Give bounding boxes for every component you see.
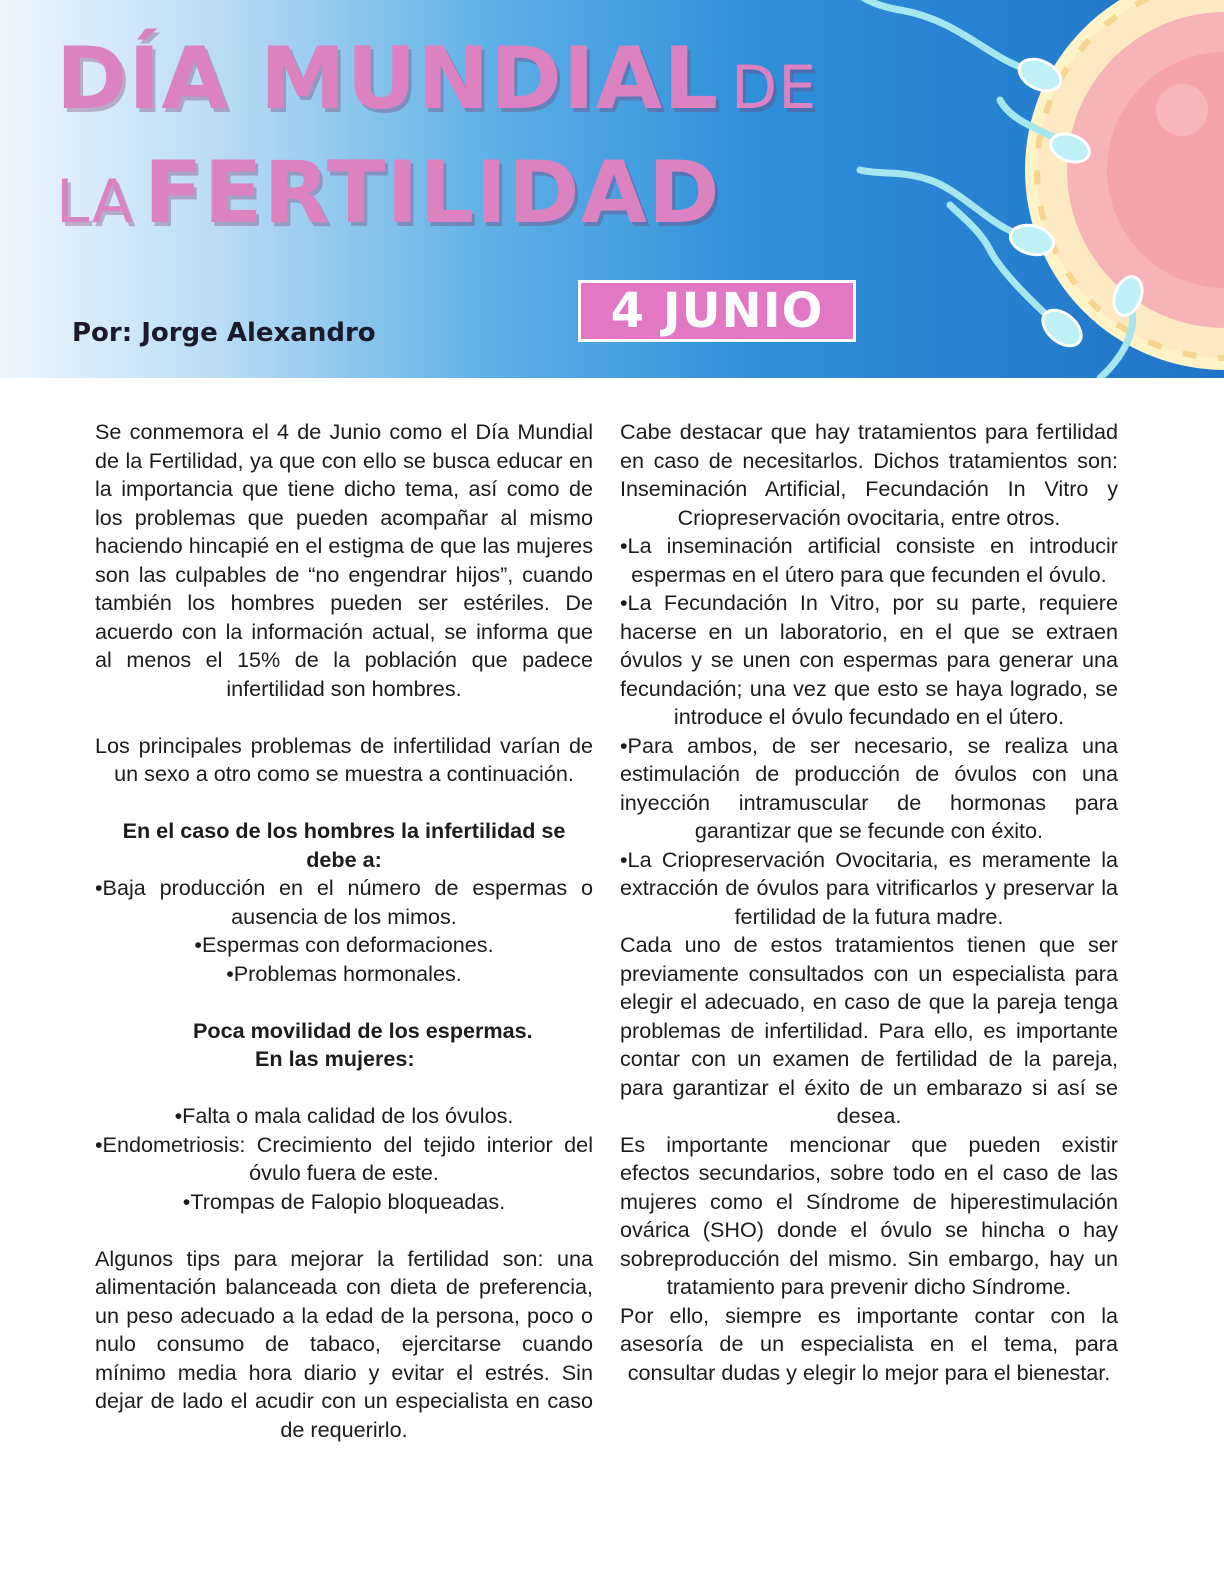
men-cause-item: •Baja producción en el número de espermas o ausencia de los mimos.: [95, 875, 593, 929]
treatment-item: •La Fecundación In Vitro, por su parte, requiere hacerse en un laboratorio, en el que se extraen óvulos y se unen con espermas para generar una fecundación; una vez que esto se haya logrado, se introduce el óvulo fecundado en el útero.: [620, 590, 1118, 729]
treatments-intro-paragraph: Cabe destacar que hay tratamientos para fertilidad en caso de necesitarlos. Dichos tratamientos son: Inseminación Artificial, Fecundación In Vitro y Criopreservación ovocitaria, entre otros.: [620, 419, 1118, 530]
women-cause-item: •Endometriosis: Crecimiento del tejido interior del óvulo fuera de este.: [95, 1131, 593, 1185]
header-banner: [0, 0, 1224, 378]
title-line-2: [56, 143, 721, 243]
title-line-1: [56, 29, 818, 129]
men-cause-item: •Problemas hormonales.: [226, 960, 462, 986]
title-line-2-prefix: LA: [56, 167, 134, 237]
tips-paragraph: Algunos tips para mejorar la fertilidad son: una alimentación balanceada con dieta de preferencia, un peso adecuado a la edad de la persona, poco o nulo consumo de tabaco, ejercitarse cuando mínimo media hora diario y evitar el estrés. Sin dejar de lado el acudir con un especialista en caso de requerirlo.: [95, 1245, 593, 1442]
men-causes-heading: En el caso de los hombres la infertilidad se debe a:: [122, 818, 566, 872]
treatment-item: •La Criopreservación Ovocitaria, es meramente la extracción de óvulos para vitrificarlos y preservar la fertilidad de la futura madre.: [620, 846, 1118, 929]
date-badge: 4 JUNIO: [578, 280, 856, 342]
women-cause-item: •Falta o mala calidad de los óvulos.: [174, 1103, 514, 1128]
treatment-item: •La inseminación artificial consiste en introducir espermas en el útero para que fecunden el óvulo.: [620, 533, 1118, 587]
women-cause-item: •Trompas de Falopio bloqueadas.: [182, 1188, 506, 1214]
intro-paragraph: Se conmemora el 4 de Junio como el Día Mundial de la Fertilidad, ya que con ello se busca educar en la importancia que tiene dicho tema, así como de los problemas que pueden acompañar al mismo haciendo hincapié en el estigma de que las mujeres son las culpables de “no engendrar hijos”, cuando también los hombres pueden ser estériles. De acuerdo con la información actual, se informa que al menos el 15% de la población que padece infertilidad son hombres.: [95, 419, 593, 701]
title-line-2-main: FERTILIDAD: [143, 143, 721, 243]
left-column: [95, 418, 593, 1444]
side-effects-paragraph: Es importante mencionar que pueden existir efectos secundarios, sobre todo en el caso de las mujeres como el Síndrome de hiperestimulación ovárica (SHO) donde el óvulo se hincha o hay sobreproducción del mismo. Sin embargo, hay un tratamiento para prevenir dicho Síndrome.: [620, 1131, 1118, 1299]
right-column: [620, 418, 1118, 1387]
men-cause-item-bold: Poca movilidad de los espermas.: [193, 1017, 533, 1043]
women-causes-heading: En las mujeres:: [255, 1046, 415, 1071]
problems-intro-paragraph: Los principales problemas de infertilidad varían de un sexo a otro como se muestra a continuación.: [95, 732, 593, 786]
title-line-1-suffix: DE: [731, 53, 818, 123]
title-line-1-main: DÍA MUNDIAL: [56, 29, 720, 129]
closing-paragraph: Por ello, siempre es importante contar con la asesoría de un especialista en el tema, para consultar dudas y elegir lo mejor para el bienestar.: [620, 1302, 1118, 1385]
men-cause-item: •Espermas con deformaciones.: [194, 932, 494, 957]
author-byline: Por: Jorge Alexandro: [72, 318, 376, 348]
treatment-item: •Para ambos, de ser necesario, se realiza una estimulación de producción de óvulos con una inyección intramuscular de hormonas para garantizar que se fecunde con éxito.: [620, 732, 1118, 843]
consultation-paragraph: Cada uno de estos tratamientos tienen que ser previamente consultados con un especialista para elegir el adecuado, en caso de que la pareja tenga problemas de infertilidad. Para ello, es importante contar con un examen de fertilidad de la pareja, para garantizar el éxito de un embarazo si así se desea.: [620, 932, 1118, 1128]
